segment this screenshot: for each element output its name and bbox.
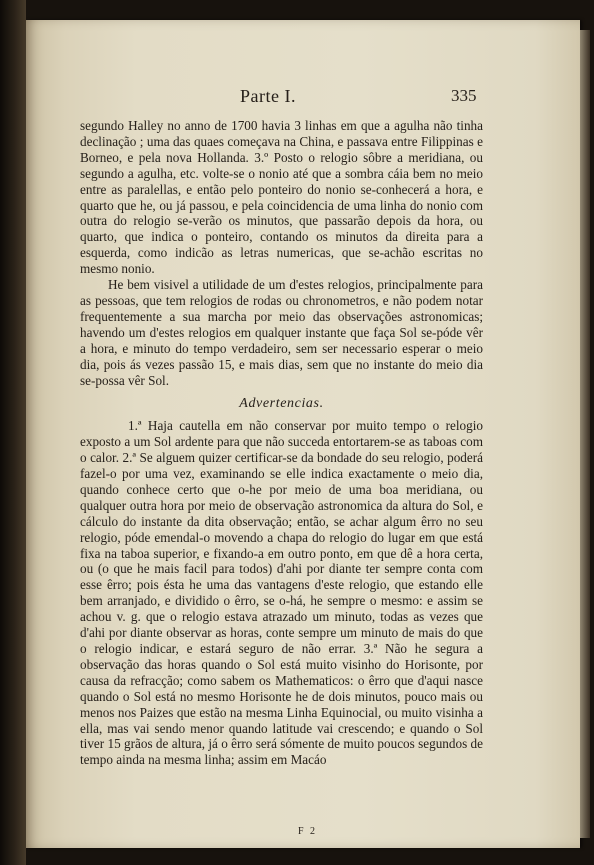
paragraph: 1.ª Haja cautella em não conservar por muito tempo o relogio exposto a um Sol ardente para que não succeda entortarem-se as taboas com o calor. 2.ª Se alguem quizer certificar-se da bondade do seu relogio, poderá fazel-o por uma vez, examinando se elle indica exactamente o meio dia, quando conhece certo que o-he por meio de uma boa meridiana, ou qualquer outra hora por meio de observação astronomica da altura do Sol, e cálculo do instante da dita observação; então, se achar algum êrro no seu relogio, póde emendal-o movendo a chapa do relogio do lugar em que está fixa na taboa superior, e fixando-a em outro ponto, em que dê a hora certa, ou (o que he mais facil para todos) d'ahi por diante ter sempre conta com esse êrro; pois ésta he uma das vantagens d'este relogio, que estando elle bem arranjado, e dividido o êrro, se o-há, he sempre o mesmo: e assim se achou v. g. que o relogio estava atrazado um minuto, todas as vezes que d'ahi por diante observar as horas, conte sempre um minuto de mais do que o relogio indicar, e estará seguro de não errar. 3.ª Não he segura a observação das horas quando o Sol está muito visinho do Horisonte, por causa da refracção; como sabem os Mathematicos: o êrro que d'aqui nasce quando o Sol está no mesmo Horisonte he de dois minutos, pouco mais ou menos nos Paizes que estão na mesma Linha Equinocial, ou muito visinha a ella, mas vai sendo menor quando latitude vai crescendo; e quando o Sol tiver 15 grãos de altura, já o êrro será sómente de muito poucos segundos de tempo ainda na mesma linha; assim em Macáo — [80, 418, 483, 768]
book-page — [26, 20, 580, 848]
section-intro — [80, 118, 483, 388]
page-body — [80, 118, 483, 768]
paragraph: segundo Halley no anno de 1700 havia 3 linhas em que a agulha não tinha declinação ; uma das quaes começava na China, e passava entre Filippinas e Borneo, e pela nova Hollanda. 3.º Posto o relogio sôbre a meridiana, ou segundo a agulha, etc. volte-se o nonio até que a sombra cáia bem no meio entre as paralellas, e então pelo ponteiro do nonio se-conhecerá a hora, e quarto que he, ou já passou, e pela coincidencia de uma linha do nonio com outra do relogio se-verão os minutos, que passarão depois da hora, ou quarto, que indica o ponteiro, contando os minutos da direita para a esquerda, como indicão as letras numericas, que se-achão escritas no mesmo nonio. — [80, 118, 483, 277]
signature-mark: F 2 — [298, 826, 318, 837]
book-spine-shadow — [0, 0, 26, 865]
running-head: Parte I. — [240, 86, 296, 106]
section-advertencias — [80, 418, 483, 768]
section-heading: Advertencias. — [239, 396, 324, 412]
paragraph: He bem visivel a utilidade de um d'estes relogios, principalmente para as pessoas, que tem relogios de rodas ou chronometros, e não podem notar frequentemente a sua marcha por meio das observações astronomicas; havendo um d'estes relogios em qualquer instante que faça Sol se-póde vêr a hora, e minuto do tempo verdadeiro, sem ser necessario esperar o meio dia, pois ás vezes passão 15, e mais dias, sem que no instante do meio dia se-possa vêr Sol. — [80, 277, 483, 388]
page-number: 335 — [451, 86, 477, 105]
